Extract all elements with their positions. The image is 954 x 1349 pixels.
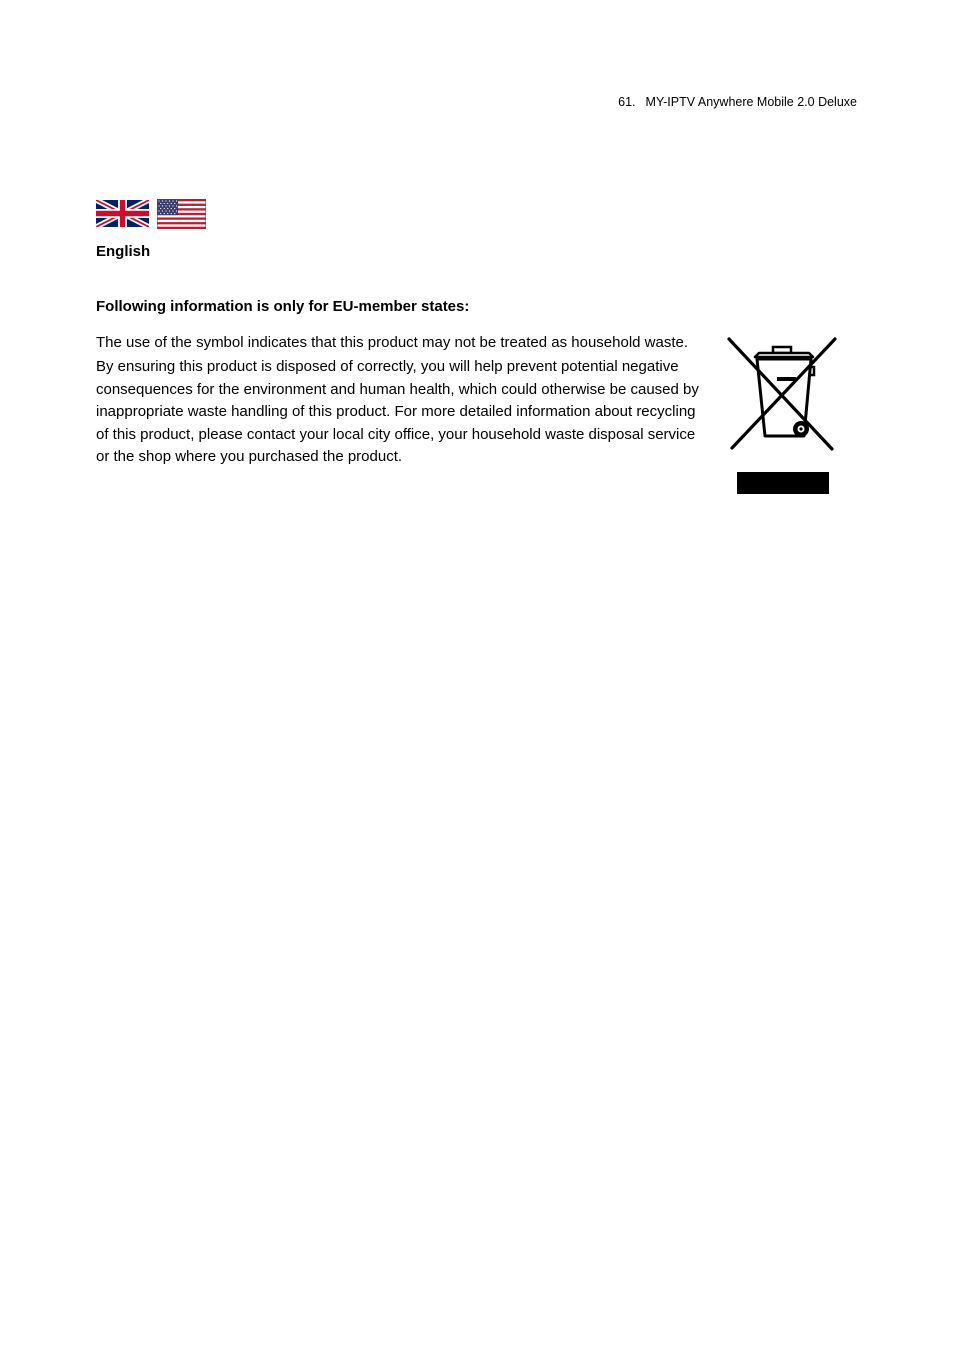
section-title: Following information is only for EU-member states:	[96, 298, 470, 315]
language-label: English	[96, 243, 151, 260]
uk-flag-icon	[96, 200, 149, 227]
page-header	[618, 95, 857, 109]
page-number: 61.	[618, 95, 636, 109]
crossed-out-wheelie-bin-icon	[726, 335, 838, 495]
disposal-paragraph: By ensuring this product is disposed of correctly, you will help prevent potential negative consequences for the environment and human health, which could otherwise be caused by inappropriate waste handling of this product. For more detailed information about recycling of this product, please contact your local city office, your household waste disposal service or the shop where you purchased the product.	[96, 358, 699, 466]
product-title: MY-IPTV Anywhere Mobile 2.0 Deluxe	[645, 95, 857, 109]
symbol-paragraph: The use of the symbol indicates that this product may not be treated as household waste.	[96, 334, 689, 351]
weee-notice	[96, 334, 708, 469]
us-flag-icon	[157, 199, 206, 229]
